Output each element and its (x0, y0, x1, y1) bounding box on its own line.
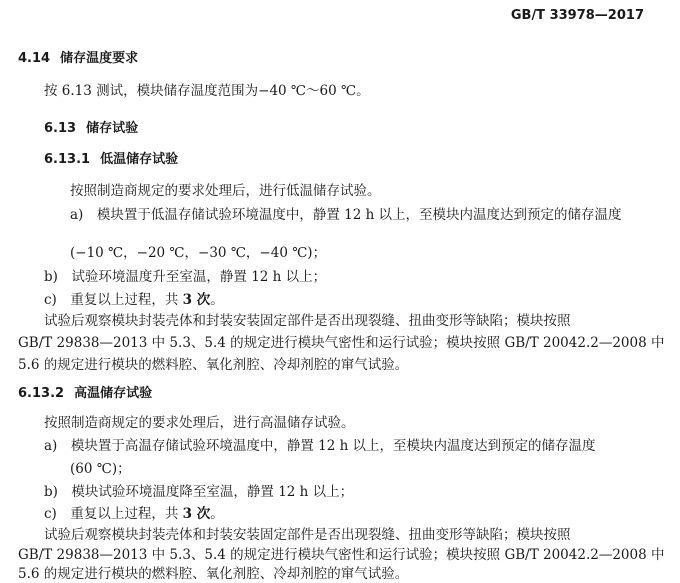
list-item-c-text: c) 重复以上过程，共 (44, 292, 183, 308)
section-title: 储存温度要求 (60, 51, 139, 66)
list-item-c-text: c) 重复以上过程，共 (44, 506, 183, 522)
section-number: 4.14 (18, 51, 51, 66)
list-item-a: a) 模块置于低温存储试验环境温度中，静置 12 h 以上，至模块内温度达到预定的储存温度 (70, 207, 622, 223)
paragraph: GB/T 29838—2013 中 5.3、5.4 的规定进行模块气密性和运行试验；模块按照 GB/T 20042.2—2008 中 (18, 547, 665, 563)
list-item-b: b) 模块试验环境温度降至室温，静置 12 h 以上； (44, 484, 354, 500)
section-4-14-body: 按 6.13 测试，模块储存温度范围为−40 ℃～60 ℃。 (44, 83, 370, 99)
paragraph: 5.6 的规定进行模块的燃料腔、氧化剂腔、冷却剂腔的窜气试验。 (18, 357, 409, 373)
section-number: 6.13.2 (18, 386, 65, 401)
section-6-13-2-heading (18, 385, 152, 403)
section-6-13-heading (44, 120, 138, 138)
paragraph: 按照制造商规定的要求处理后，进行低温储存试验。 (70, 183, 381, 199)
list-item-c-end: 。 (210, 506, 224, 522)
standard-code: GB/T 33978—2017 (510, 8, 644, 23)
list-item-a-continued: (60 ℃)； (70, 461, 131, 477)
section-4-14-heading (18, 50, 138, 68)
list-item-c (44, 291, 224, 309)
section-6-13-1-heading (44, 151, 178, 169)
repeat-count: 3 次 (182, 292, 211, 308)
list-item-c (44, 505, 224, 523)
list-item-a-continued: (−10 ℃，−20 ℃，−30 ℃，−40 ℃)； (70, 245, 327, 261)
list-item-b: b) 试验环境温度升至室温，静置 12 h 以上； (44, 269, 327, 285)
paragraph: 5.6 的规定进行模块的燃料腔、氧化剂腔、冷却剂腔的窜气试验。 (18, 566, 409, 582)
section-title: 储存试验 (86, 121, 139, 136)
paragraph: 试验后观察模块封装壳体和封装安装固定部件是否出现裂缝、扭曲变形等缺陷；模块按照 (44, 527, 571, 543)
list-item-c-end: 。 (210, 292, 224, 308)
paragraph: 试验后观察模块封装壳体和封装安装固定部件是否出现裂缝、扭曲变形等缺陷；模块按照 (44, 313, 571, 329)
section-number: 6.13.1 (44, 152, 91, 167)
section-title: 低温储存试验 (100, 152, 179, 167)
paragraph: GB/T 29838—2013 中 5.3、5.4 的规定进行模块气密性和运行试验；模块按照 GB/T 20042.2—2008 中 (18, 335, 665, 351)
paragraph: 按照制造商规定的要求处理后，进行高温储存试验。 (44, 415, 355, 431)
section-title: 高温储存试验 (74, 386, 153, 401)
section-number: 6.13 (44, 121, 77, 136)
repeat-count: 3 次 (182, 506, 211, 522)
list-item-a: a) 模块置于高温存储试验环境温度中，静置 12 h 以上，至模块内温度达到预定的储存温度 (44, 438, 596, 454)
